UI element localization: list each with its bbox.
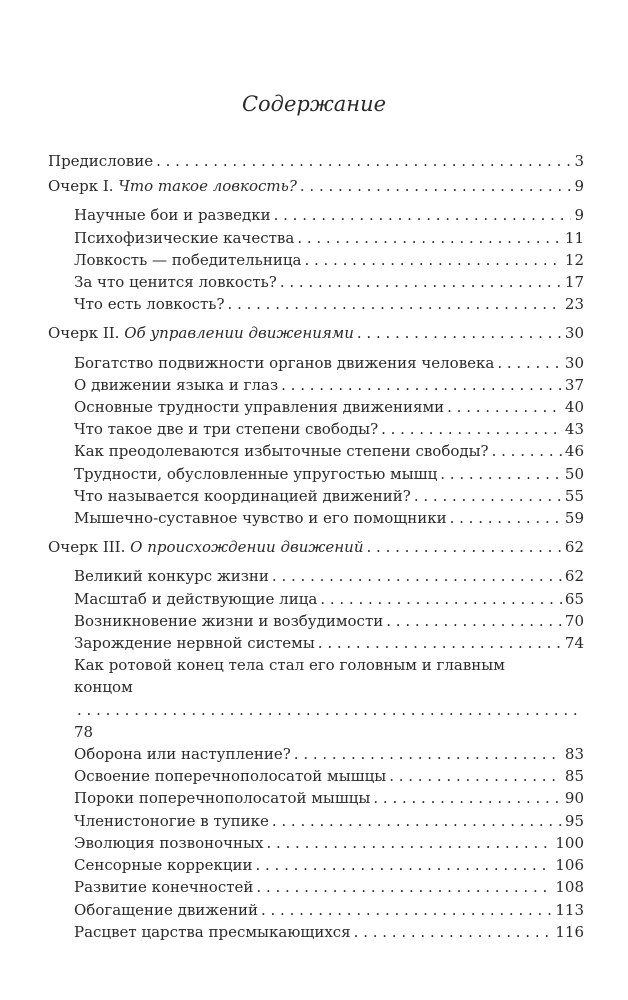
page-number: 78	[74, 722, 94, 741]
page-number: 85	[564, 767, 584, 786]
toc-section-entry	[48, 565, 584, 587]
page-number: 106	[555, 856, 584, 875]
chapter-number: Очерк III.	[48, 538, 131, 557]
section-title-first-line: Как ротовой конец тела стал его головным и главным	[74, 656, 505, 675]
page-number: 116	[555, 922, 584, 941]
page-number: 9	[574, 206, 584, 225]
page-number: 46	[564, 442, 584, 461]
section-title: Что есть ловкость?	[74, 295, 225, 314]
page-number: 3	[574, 152, 584, 170]
toc-section-entry	[48, 440, 584, 462]
toc-section-entry	[48, 463, 584, 485]
toc-section-entry	[48, 227, 584, 249]
dot-leader	[450, 507, 562, 529]
page-number: 40	[564, 398, 584, 417]
page-number: 65	[564, 589, 584, 608]
dot-leader	[389, 765, 562, 787]
page-number: 95	[564, 811, 584, 830]
toc-section-entry	[48, 743, 584, 765]
table-of-contents	[48, 150, 584, 943]
page-number: 30	[564, 353, 584, 372]
toc-section-entry	[48, 632, 584, 654]
dot-leader	[274, 204, 572, 226]
dot-leader	[272, 565, 562, 587]
page-number: 37	[564, 375, 584, 394]
toc-chapter-entry	[48, 536, 584, 558]
section-title: Масштаб и действующие лица	[74, 589, 318, 608]
dot-leader	[280, 271, 562, 293]
dot-leader	[256, 876, 552, 898]
section-title: Богатство подвижности органов движения человека	[74, 353, 495, 372]
section-title: Обогащение движений	[74, 900, 258, 919]
section-title: Психофизические качества	[74, 228, 295, 247]
toc-section-entry	[48, 899, 584, 921]
section-title: Основные трудности управления движениями	[74, 398, 445, 417]
dot-leader	[304, 249, 561, 271]
chapter-title: Об управлении движениями	[124, 324, 354, 343]
dot-leader	[255, 854, 552, 876]
page-number: 11	[564, 228, 584, 247]
dot-leader	[266, 832, 552, 854]
page-number: 70	[564, 611, 584, 630]
page-number: 23	[564, 295, 584, 314]
page-number: 62	[564, 567, 584, 586]
dot-leader	[497, 352, 562, 374]
dot-leader	[318, 632, 562, 654]
toc-chapter-entry	[48, 175, 584, 197]
dot-leader	[294, 743, 562, 765]
section-title: Освоение поперечнополосатой мышцы	[74, 767, 387, 786]
chapter-number: Очерк II.	[48, 324, 125, 343]
toc-section-entry	[48, 249, 584, 271]
dot-leader	[320, 588, 562, 610]
section-title: Трудности, обусловленные упругостью мышц	[74, 464, 438, 483]
toc-section-entry	[48, 293, 584, 315]
dot-leader	[386, 610, 562, 632]
toc-section-entry	[48, 832, 584, 854]
toc-section-entry	[48, 654, 584, 743]
toc-section-entry	[48, 876, 584, 898]
section-title: концом	[74, 678, 133, 697]
toc-section-entry	[48, 271, 584, 293]
toc-section-entry	[48, 765, 584, 787]
page-number: 30	[564, 324, 584, 343]
toc-section-entry	[48, 854, 584, 876]
section-title: Возникновение жизни и возбудимости	[74, 611, 384, 630]
chapter-label	[48, 150, 153, 172]
toc-section-entry	[48, 810, 584, 832]
section-title: Что такое две и три степени свободы?	[74, 420, 379, 439]
page-number: 90	[564, 789, 584, 808]
section-title: Сенсорные коррекции	[74, 856, 253, 875]
dot-leader	[228, 293, 562, 315]
page-number: 62	[564, 538, 584, 557]
toc-section-entry	[48, 507, 584, 529]
toc-section-entry	[48, 485, 584, 507]
dot-leader	[440, 463, 562, 485]
section-title: Что называется координацией движений?	[74, 486, 411, 505]
toc-section-entry	[48, 787, 584, 809]
dot-leader	[300, 175, 572, 197]
dot-leader	[373, 787, 562, 809]
section-title: Как преодолеваются избыточные степени свободы?	[74, 442, 489, 461]
page-number: 83	[564, 745, 584, 764]
page-number: 17	[564, 273, 584, 292]
toc-section-entry	[48, 921, 584, 943]
page-number: 55	[564, 486, 584, 505]
toc-chapter-entry	[48, 322, 584, 344]
dot-leader	[354, 921, 553, 943]
page-number: 9	[574, 177, 584, 196]
toc-section-entry	[48, 396, 584, 418]
page-number: 113	[555, 900, 584, 919]
page-number: 43	[564, 420, 584, 439]
dot-leader	[156, 150, 571, 172]
section-title: Научные бои и разведки	[74, 206, 271, 225]
toc-section-entry	[48, 352, 584, 374]
dot-leader	[357, 322, 562, 344]
section-title: Пороки поперечнополосатой мышцы	[74, 789, 371, 808]
section-title: Мышечно-суставное чувство и его помощники	[74, 509, 447, 528]
section-title: Членистоногие в тупике	[74, 811, 269, 830]
dot-leader	[77, 699, 581, 721]
dot-leader	[492, 440, 562, 462]
page-number: 59	[564, 509, 584, 528]
page-number: 100	[555, 833, 584, 852]
section-title: Великий конкурс жизни	[74, 567, 269, 586]
dot-leader	[447, 396, 562, 418]
chapter-label	[48, 536, 364, 558]
toc-section-entry	[48, 374, 584, 396]
chapter-number: Очерк I.	[48, 177, 119, 196]
section-title: За что ценится ловкость?	[74, 273, 277, 292]
dot-leader	[272, 810, 562, 832]
toc-chapter-entry	[48, 150, 584, 172]
dot-leader	[381, 418, 562, 440]
dot-leader	[261, 899, 552, 921]
section-title: Ловкость — победительница	[74, 250, 302, 269]
section-title: Эволюция позвоночных	[74, 833, 264, 852]
section-title: Расцвет царства пресмыкающихся	[74, 922, 351, 941]
toc-section-entry	[48, 418, 584, 440]
page-number: 108	[555, 878, 584, 897]
chapter-number: Предисловие	[48, 152, 154, 170]
dot-leader	[281, 374, 562, 396]
section-title: Зарождение нервной системы	[74, 634, 315, 653]
chapter-title: О происхождении движений	[130, 538, 364, 557]
toc-section-entry	[48, 204, 584, 226]
section-title: О движении языка и глаз	[74, 375, 279, 394]
dot-leader	[367, 536, 562, 558]
section-title: Оборона или наступление?	[74, 745, 291, 764]
dot-leader	[414, 485, 562, 507]
section-title: Развитие конечностей	[74, 878, 254, 897]
page-number: 50	[564, 464, 584, 483]
chapter-label	[48, 175, 297, 197]
page-number: 74	[564, 634, 584, 653]
toc-section-entry	[48, 588, 584, 610]
page-number: 12	[564, 250, 584, 269]
toc-section-entry	[48, 610, 584, 632]
dot-leader	[297, 227, 562, 249]
page-title: Содержание	[241, 92, 387, 116]
chapter-label	[48, 322, 354, 344]
chapter-title: Что такое ловкость?	[118, 177, 297, 196]
